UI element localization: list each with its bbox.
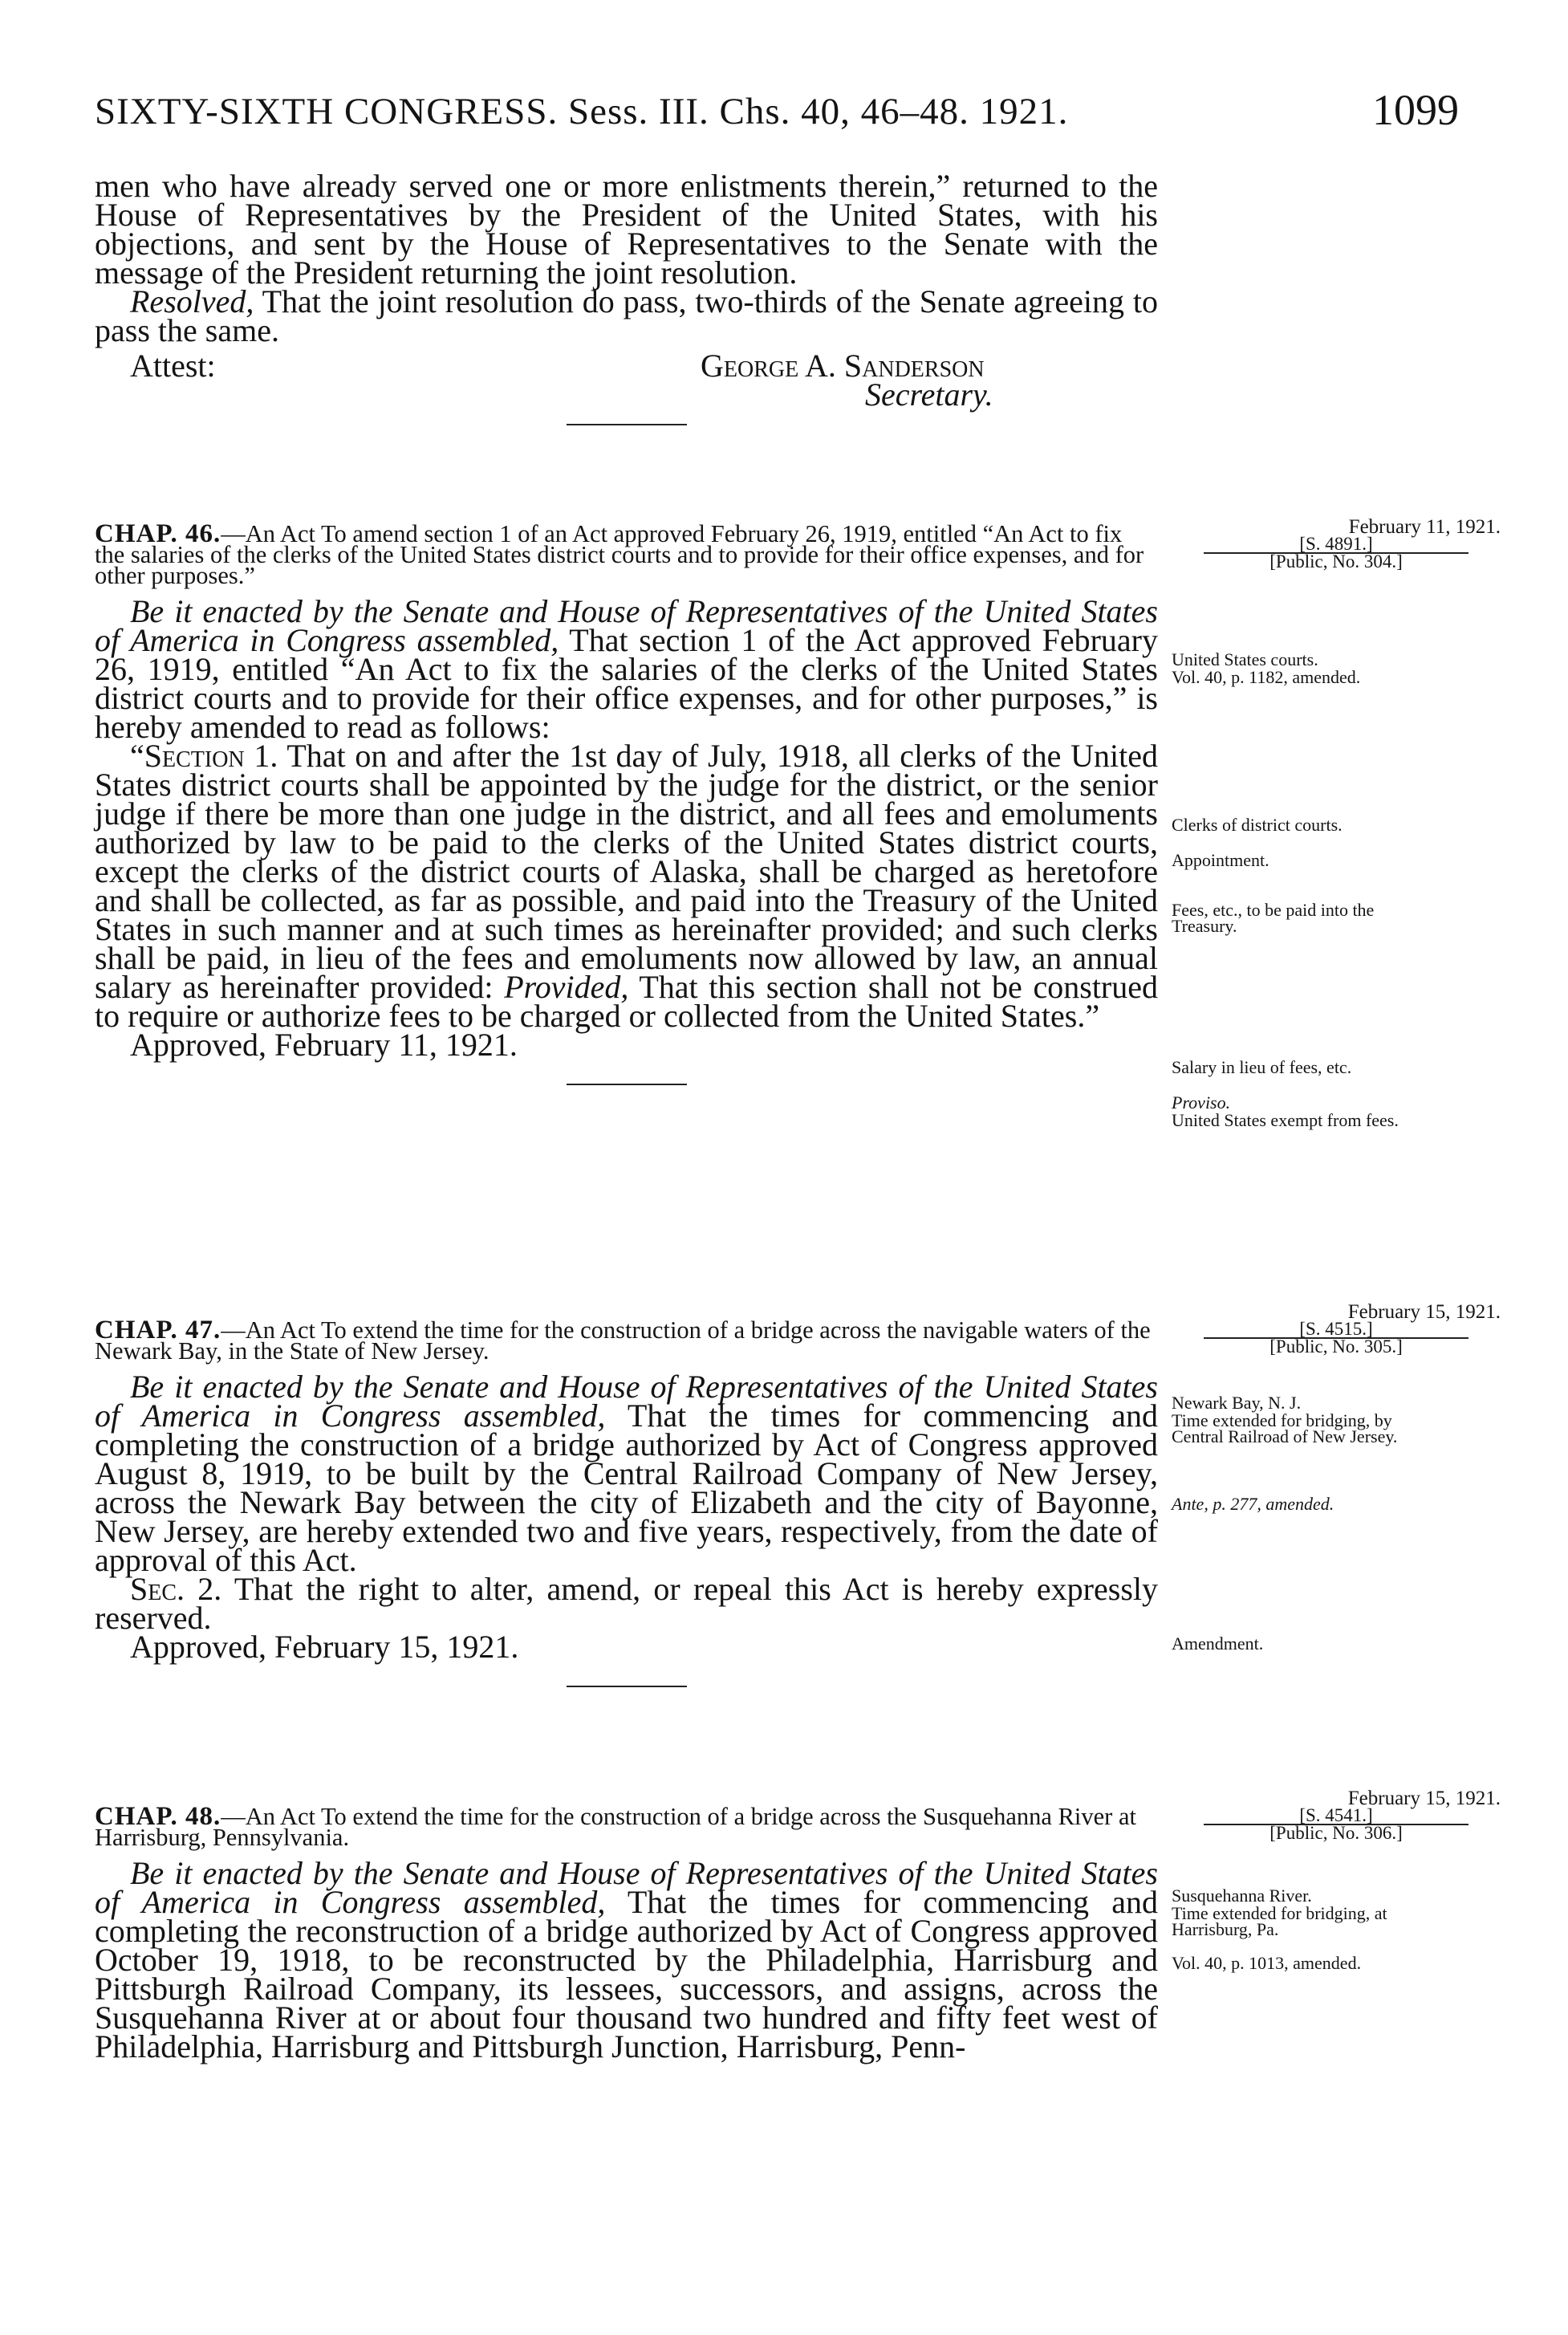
margin-note: Proviso. [1172, 1092, 1231, 1113]
continuation-paragraph: men who have already served one or more enlistments therein,” returned to the House of Representatives by the President of the United States, with his objections, and sent by the House of Representatives to the Senate with the message of the President returning the joint resolution. [95, 168, 1158, 291]
chapter-48-enacting-clause [95, 1855, 1158, 2064]
margin-note: United States courts. [1172, 649, 1318, 669]
chapter-46-title: —An Act To amend section 1 of an Act approved February 26, 1919, entitled “An Act to fix the salaries of the clerks of the United States district courts and to provide for their office expenses, and for other purposes.” [95, 520, 1144, 589]
proviso-lead: Provided, [504, 969, 629, 1005]
running-head-title: SIXTY-SIXTH CONGRESS. Sess. III. Chs. 40, 46–48. 1921. [95, 91, 1069, 132]
proviso-text: That this section shall not be construed to require or authorize fees to be charged or collected from the United States.” [95, 969, 1159, 1034]
chapter-48-heading [95, 1802, 1158, 1851]
chapter-47-heading [95, 1316, 1158, 1365]
margin-note: Appointment. [1172, 850, 1269, 870]
previous-resolution-end [95, 168, 1158, 425]
chapter-47 [95, 1316, 1158, 1687]
section-1-lead: “Section 1. [130, 738, 278, 774]
chapter-47-enacting-clause [95, 1369, 1158, 1578]
attest-label: Attest: [130, 348, 216, 384]
approval-date: February 15, 1921. [1347, 1788, 1501, 1809]
section-divider [567, 424, 687, 425]
margin-note: United States exempt from fees. [1172, 1110, 1399, 1130]
section-2-lead: Sec. 2. [130, 1571, 222, 1607]
enacting-formula: Be it enacted by the Senate and House of Representatives of the United States of America in Congress assembled, [95, 1855, 1158, 1920]
approval-date: February 11, 1921. [1348, 516, 1501, 538]
margin-note: Vol. 40, p. 1182, amended. [1172, 667, 1361, 687]
chapter-46-citation [1172, 516, 1501, 572]
chapter-46-enacting-clause [95, 593, 1158, 745]
public-law-number: [Public, No. 305.] [1269, 1336, 1403, 1357]
margin-note: Amendment. [1172, 1633, 1264, 1654]
resolved-lead: Resolved, [130, 283, 254, 319]
chapter-47-citation [1172, 1301, 1501, 1357]
enacting-text: That section 1 of the Act approved February 26, 1919, entitled “An Act to fix the salaries of the clerks of the United States district courts and to provide for their office expenses, and for other purposes,” is hereby amended to read as follows: [95, 622, 1158, 745]
chapter-46-label: CHAP. 46. [95, 519, 221, 548]
chapter-48 [95, 1802, 1158, 2064]
resolved-text: That the joint resolution do pass, two-thirds of the Senate agreeing to pass the same. [95, 283, 1158, 348]
attestation [95, 347, 1158, 413]
page-number: 1099 [1372, 86, 1459, 134]
chapter-47-section-2 [95, 1571, 1158, 1636]
chapter-48-label: CHAP. 48. [95, 1802, 221, 1831]
section-2-text: That the right to alter, amend, or repeal this Act is hereby expressly reserved. [95, 1571, 1158, 1636]
chapter-46-section-1 [95, 738, 1159, 1034]
enacting-formula: Be it enacted by the Senate and House of Representatives of the United States of America in Congress assembled, [95, 593, 1158, 658]
section-1-text: That on and after the 1st day of July, 1918, all clerks of the United States district courts shall be appointed by the judge for the district, or the senior judge if there be more than one judge in the district, and all fees and emoluments authorized by law to be paid to the clerks of the United States district courts, except the clerks of the district courts of Alaska, shall be charged as heretofore and shall be collected, as far as possible, and paid into the Treasury of the United States in such manner and at such times as hereinafter provided; and such clerks shall be paid, in lieu of the fees and emoluments now allowed by law, an annual salary as hereinafter provided: [95, 738, 1158, 1005]
chapter-47-approval: Approved, February 15, 1921. [130, 1629, 519, 1665]
chapter-46-heading [95, 519, 1158, 589]
chapter-48-citation [1172, 1790, 1501, 1841]
chapter-46 [95, 519, 1159, 1085]
chapter-47-title: —An Act To extend the time for the construction of a bridge across the navigable waters of the Newark Bay, in the State of New Jersey. [95, 1316, 1151, 1365]
bill-number: [S. 4891.] [1204, 536, 1468, 554]
chapter-48-title: —An Act To extend the time for the construction of a bridge across the Susquehanna River at Harrisburg, Pennsylvania. [95, 1803, 1136, 1851]
signer-name: George A. Sanderson [701, 348, 985, 384]
section-divider [567, 1084, 687, 1085]
margin-note: Fees, etc., to be paid into the Treasury. [1172, 900, 1375, 936]
section-divider [567, 1686, 687, 1687]
public-law-number: [Public, No. 306.] [1269, 1823, 1403, 1843]
bill-number: [S. 4541.] [1204, 1808, 1468, 1825]
margin-note: Time extended for bridging, by Central Railroad of New Jersey. [1172, 1410, 1398, 1446]
approval-date: February 15, 1921. [1347, 1301, 1501, 1323]
margin-note: Time extended for bridging, at Harrisburg, Pa. [1172, 1903, 1387, 1939]
enacting-text: That the times for commencing and completing the construction of a bridge authorized by Act of Congress approved August 8, 1919, to be built by the Central Railroad Company of New Jersey, across the Newark Bay between the city of Elizabeth and the city of Bayonne, New Jersey, are hereby extended two and five years, respectively, from the date of approval of this Act. [95, 1397, 1158, 1578]
margin-note: Salary in lieu of fees, etc. [1172, 1057, 1352, 1077]
margin-note: Ante, p. 277, amended. [1172, 1494, 1334, 1514]
enacting-text: That the times for commencing and completing the reconstruction of a bridge authorized by Act of Congress approved October 19, 1918, to be reconstructed by the Philadelphia, Harrisburg and Pittsburgh Railroad Company, its lessees, successors, and assigns, across the Susquehanna River at or about four thousand two hundred and fifty feet west of Philadelphia, Harrisburg and Pittsburgh Junction, Harrisburg, Penn- [95, 1884, 1158, 2064]
public-law-number: [Public, No. 304.] [1269, 551, 1403, 572]
bill-number: [S. 4515.] [1204, 1321, 1468, 1339]
enacting-formula: Be it enacted by the Senate and House of Representatives of the United States of America in Congress assembled, [95, 1369, 1158, 1434]
chapter-47-label: CHAP. 47. [95, 1316, 221, 1344]
signer-title: Secretary. [865, 376, 993, 413]
margin-note: Clerks of district courts. [1172, 815, 1343, 835]
resolved-paragraph [95, 283, 1158, 348]
chapter-46-approval: Approved, February 11, 1921. [130, 1027, 518, 1063]
margin-note: Vol. 40, p. 1013, amended. [1172, 1953, 1362, 1973]
running-head [95, 86, 1459, 138]
margin-note: Newark Bay, N. J. [1172, 1393, 1302, 1413]
margin-note: Susquehanna River. [1172, 1885, 1312, 1906]
